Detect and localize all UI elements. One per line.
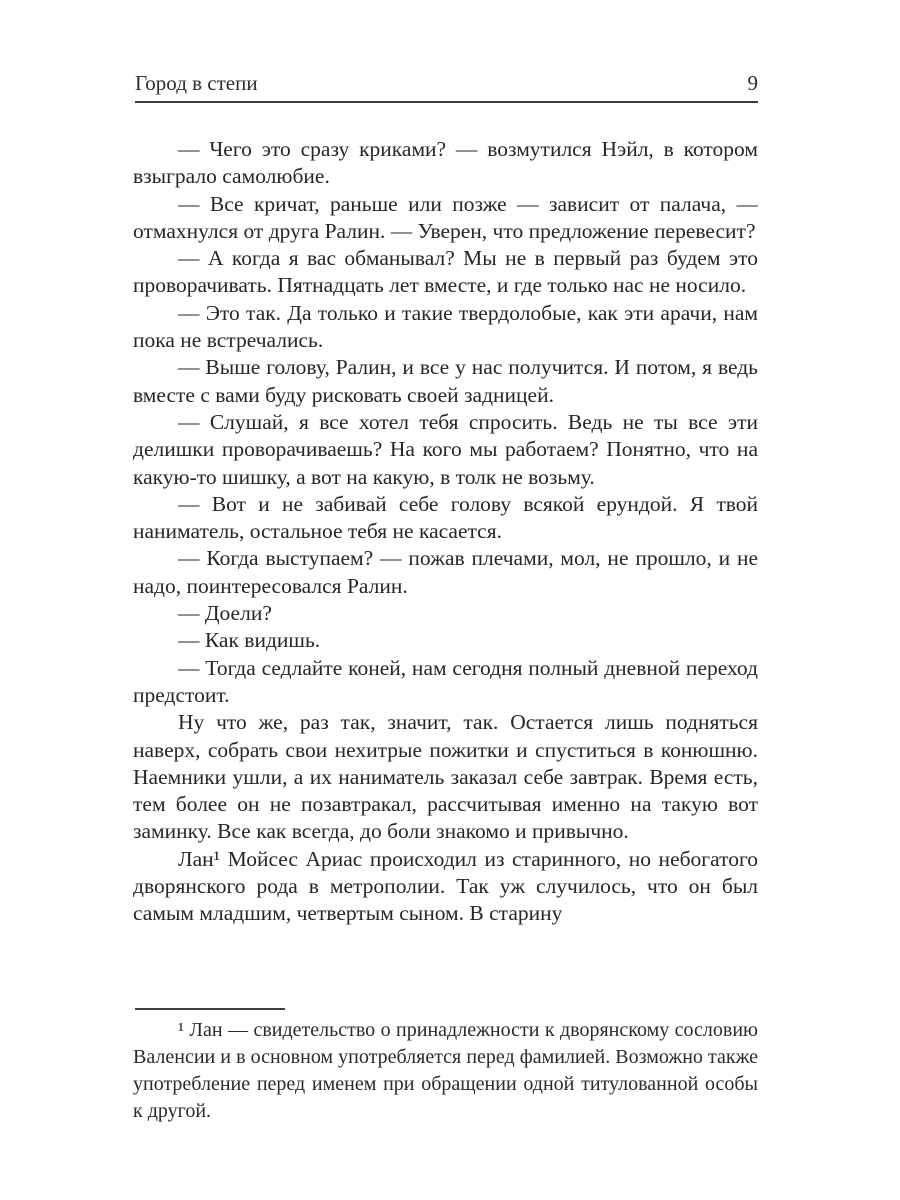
footnote-text: ¹ Лан — свидетельство о принадлежности к дворянскому сословию Валенсии и в основном употребляется перед фамилией. Возможно также употребление перед именем при обращении одной титулованной особы к другой. <box>133 1019 758 1122</box>
running-title: Город в степи <box>135 71 258 95</box>
paragraph: — Доели? <box>178 601 272 626</box>
paragraph: — Выше голову, Ралин, и все у нас получится. И потом, я ведь вместе с вами буду рисковать своей задницей. <box>133 355 758 407</box>
header-rule <box>135 101 758 103</box>
paragraph: — Когда выступаем? — пожав плечами, мол, не прошло, и не надо, поинтересовался Ралин. <box>133 546 758 598</box>
paragraph: — Чего это сразу криками? — возмутился Нэйл, в котором взыграло самолюбие. <box>133 137 758 189</box>
footnote-block <box>133 1008 758 1125</box>
paragraph: — Тогда седлайте коней, нам сегодня полный дневной переход предстоит. <box>133 655 758 707</box>
paragraph: Ну что же, раз так, значит, так. Остается лишь подняться наверх, собрать свои нехитрые пожитки и спуститься в конюшню. Наемники ушли, а их наниматель заказал себе завтрак. Время есть, тем более он не позавтракал, рассчитывая именно на такую вот заминку. Все как всегда, до боли знакомо и привычно. <box>133 710 758 844</box>
running-header <box>135 71 758 95</box>
page-number: 9 <box>747 71 758 95</box>
paragraph: — Слушай, я все хотел тебя спросить. Ведь не ты все эти делишки проворачиваешь? На кого мы работаем? Понятно, что на какую-то шишку, а вот на какую, в толк не возьму. <box>133 409 758 489</box>
footnote-separator <box>135 1008 285 1010</box>
paragraph: — Это так. Да только и такие твердолобые, как эти арачи, нам пока не встречались. <box>133 300 758 353</box>
paragraph: — А когда я вас обманывал? Мы не в первый раз будем это проворачивать. Пятнадцать лет вместе, и где только нас не носило. <box>133 246 758 298</box>
paragraph: — Как видишь. <box>178 628 321 653</box>
paragraph: — Все кричат, раньше или позже — зависит от палача, — отмахнулся от друга Ралин. — Уверен, что предложение перевесит? <box>133 191 758 243</box>
body-text <box>133 136 758 1008</box>
paragraph: Лан¹ Мойсес Ариас происходил из старинного, но небогатого дворянского рода в метрополии. Так уж случилось, что он был самым младшим, четвертым сыном. В старину <box>133 846 758 926</box>
paragraph: — Вот и не забивай себе голову всякой ерундой. Я твой наниматель, остальное тебя не касается. <box>133 491 758 544</box>
